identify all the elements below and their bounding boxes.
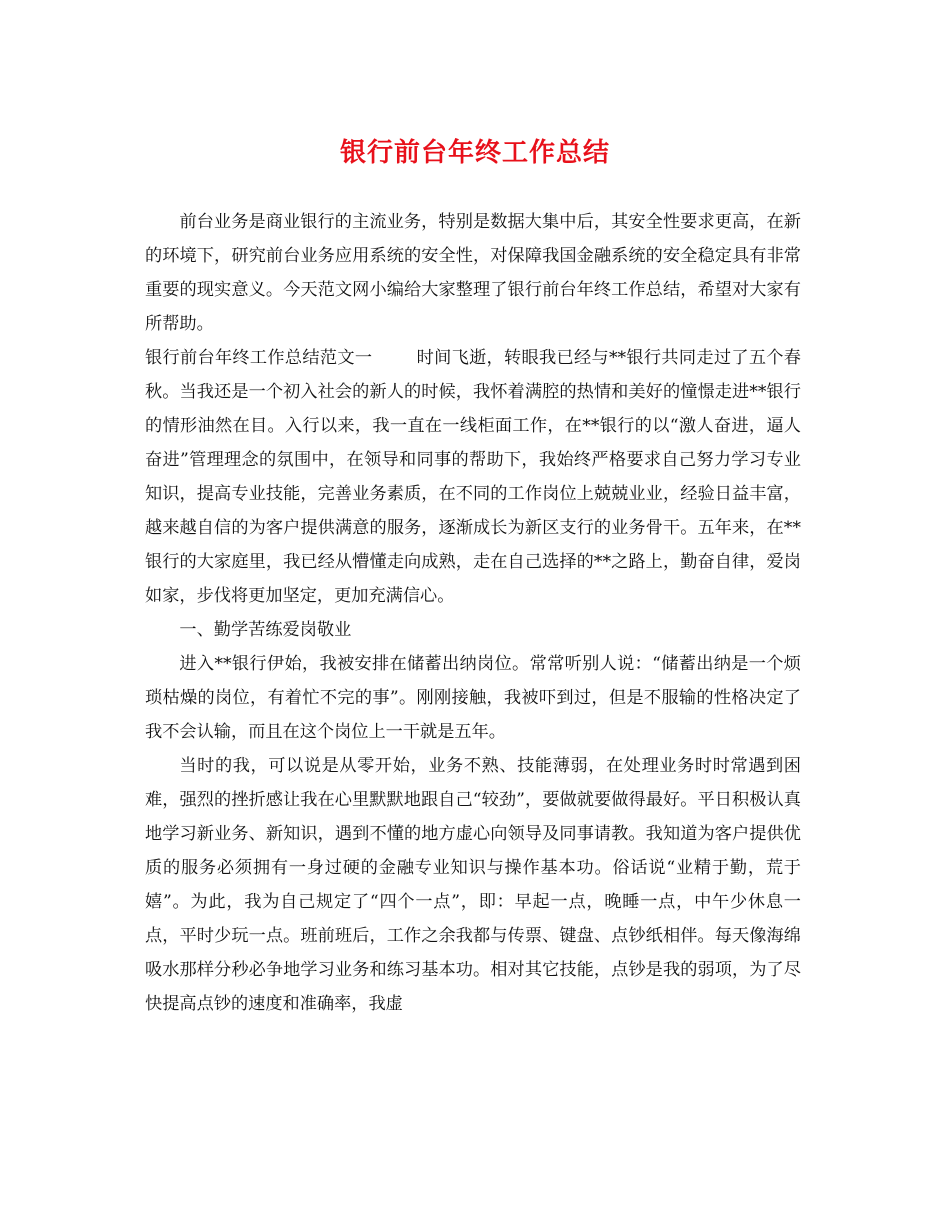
section-heading: 一、勤学苦练爱岗敬业 — [179, 620, 352, 640]
body-paragraph-1: 进入**银行伊始，我被安排在储蓄出纳岗位。常常听别人说：“储蓄出纳是一个烦琐枯燥的岗位，有着忙不完的事”。刚刚接触，我被吓到过，但是不服输的性格决定了我不会认输，而且在这个岗位上一干就是五年。 — [145, 654, 801, 742]
document-body — [145, 205, 801, 1021]
sample-paragraph — [145, 341, 801, 613]
document-title: 银行前台年终工作总结 — [339, 138, 610, 168]
body-paragraph-2: 当时的我，可以说是从零开始，业务不熟、技能薄弱，在处理业务时时常遇到困难，强烈的挫折感让我在心里默默地跟自己“较劲”，要做就要做得最好。平日积极认真地学习新业务、新知识，遇到不懂的地方虚心向领导及同事请教。我知道为客户提供优质的服务必须拥有一身过硬的金融专业知识与操作基本功。俗话说“业精于勤，荒于嬉”。为此，我为自己规定了“四个一点”，即：早起一点，晚睡一点，中午少休息一点，平时少玩一点。班前班后，工作之余我都与传票、键盘、点钞纸相伴。每天像海绵吸水那样分秒必争地学习业务和练习基本功。相对其它技能，点钞是我的弱项，为了尽快提高点钞的速度和准确率，我虚 — [145, 756, 801, 1014]
intro-paragraph: 前台业务是商业银行的主流业务，特别是数据大集中后，其安全性要求更高，在新的环境下，研究前台业务应用系统的安全性，对保障我国金融系统的安全稳定具有非常重要的现实意义。今天范文网小编给大家整理了银行前台年终工作总结，希望对大家有所帮助。 — [145, 212, 801, 334]
sample-text: 时间飞逝，转眼我已经与**银行共同走过了五个春秋。当我还是一个初入社会的新人的时候，我怀着满腔的热情和美好的憧憬走进**银行的情形油然在目。入行以来，我一直在一线柜面工作，在**银行的以“激人奋进，逼人奋进”管理理念的氛围中，在领导和同事的帮助下，我始终严格要求自己努力学习专业知识，提高专业技能，完善业务素质，在不同的工作岗位上兢兢业业，经验日益丰富，越来越自信的为客户提供满意的服务，逐渐成长为新区支行的业务骨干。五年来，在**银行的大家庭里，我已经从懵懂走向成熟，走在自己选择的**之路上，勤奋自律，爱岗如家，步伐将更加坚定，更加充满信心。 — [145, 348, 801, 606]
sample-label: 银行前台年终工作总结范文一 — [145, 348, 373, 368]
